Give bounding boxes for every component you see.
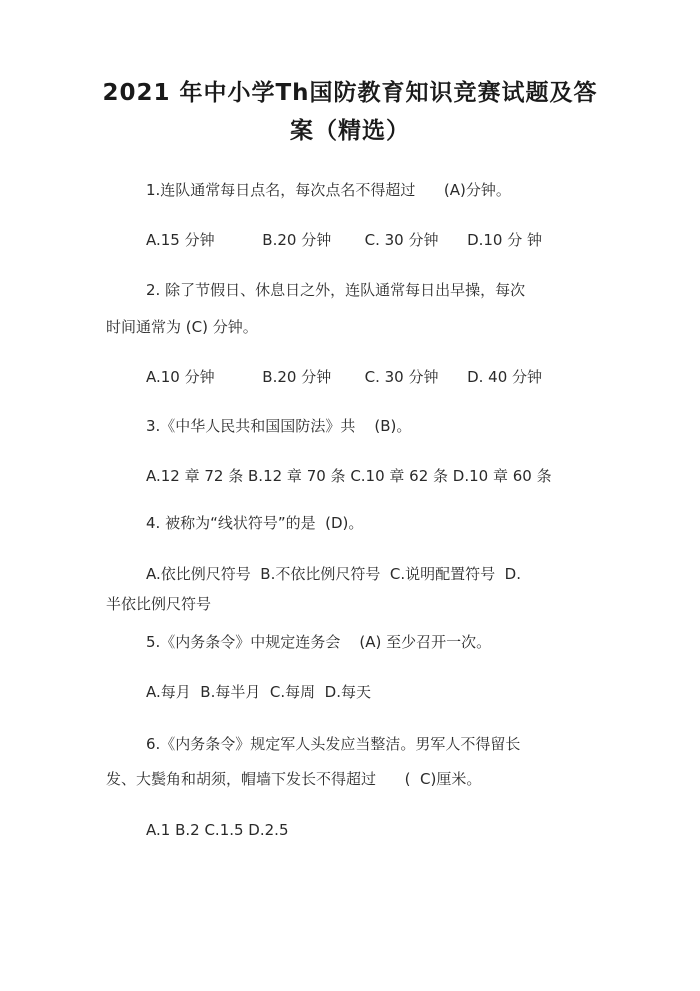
question-6-options: A.1 B.2 C.1.5 D.2.5 <box>146 821 289 839</box>
document-title-line-2: 案（精选） <box>290 118 410 144</box>
question-2-text-line-1: 2. 除了节假日、休息日之外，连队通常每日出早操，每次 <box>146 281 526 299</box>
question-2-options: A.10 分钟 B.20 分钟 C. 30 分钟 D. 40 分钟 <box>146 368 543 386</box>
question-3-text: 3.《中华人民共和国国防法》共 (B)。 <box>146 417 412 435</box>
question-5-options: A.每月 B.每半月 C.每周 D.每天 <box>146 683 371 701</box>
question-4-options-line-2: 半依比例尺符号 <box>106 595 212 613</box>
question-6-text-line-2: 发、大鬓角和胡须，帽墙下发长不得超过 ( C)厘米。 <box>106 770 482 788</box>
question-2-text-line-2: 时间通常为 (C) 分钟。 <box>106 318 258 336</box>
question-3-options: A.12 章 72 条 B.12 章 70 条 C.10 章 62 条 D.10 章 60 条 <box>146 467 552 485</box>
document-title-line-1: 2021 年中小学Th国防教育知识竞赛试题及答 <box>102 80 598 106</box>
question-1-options: A.15 分钟 B.20 分钟 C. 30 分钟 D.10 分 钟 <box>146 231 543 249</box>
question-5-text: 5.《内务条令》中规定连务会 (A) 至少召开一次。 <box>146 633 492 651</box>
question-6-text-line-1: 6.《内务条令》规定军人头发应当整洁。男军人不得留长 <box>146 735 521 753</box>
question-4-options-line-1: A.依比例尺符号 B.不依比例尺符号 C.说明配置符号 D. <box>146 565 521 583</box>
question-1-text: 1.连队通常每日点名，每次点名不得超过 (A)分钟。 <box>146 181 511 199</box>
question-4-text: 4. 被称为“线状符号”的是 (D)。 <box>146 514 364 532</box>
